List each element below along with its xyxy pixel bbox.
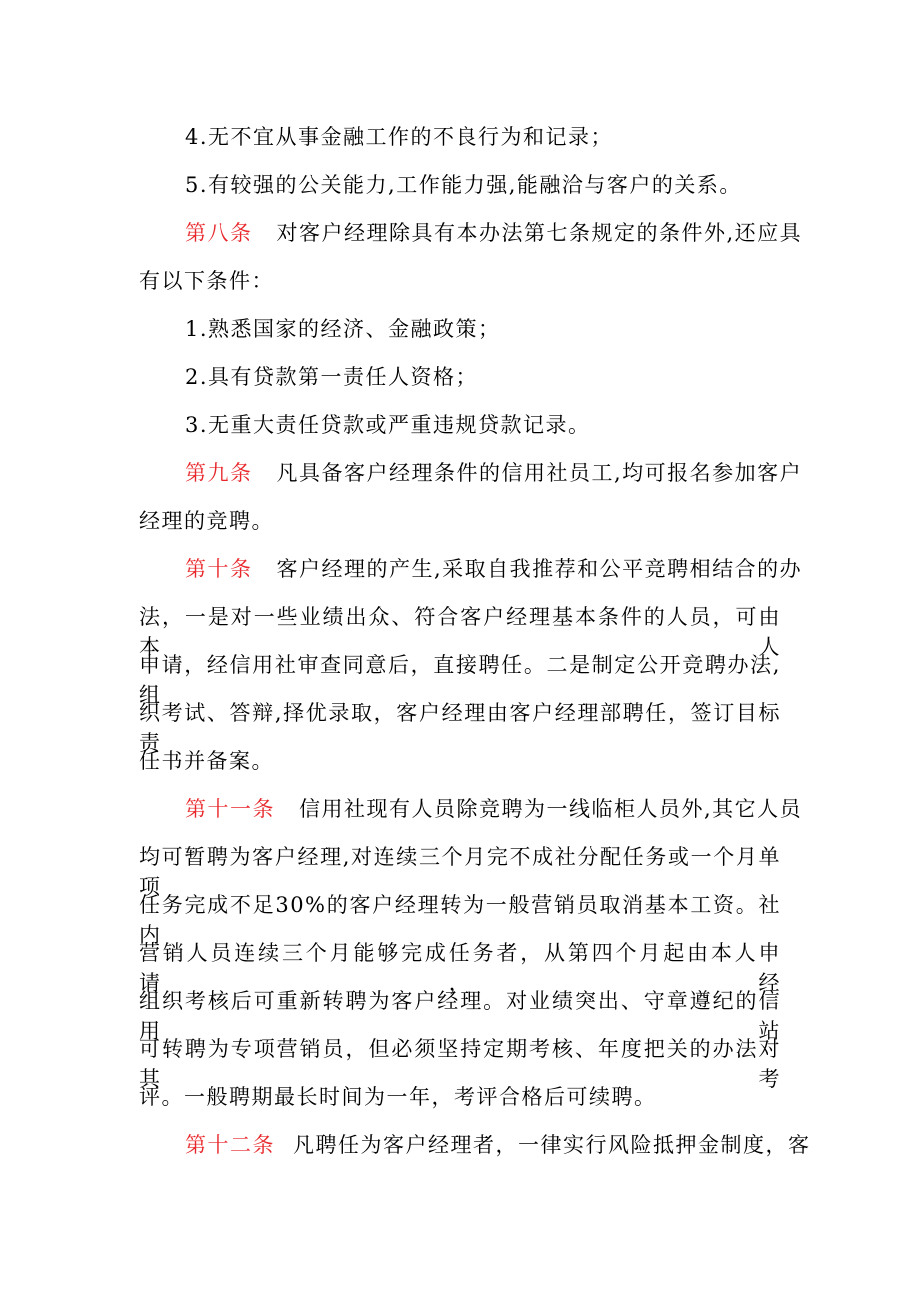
article-12-heading: 第十二条 <box>185 1133 275 1157</box>
article-8-item-2: 2.具有贷款第一责任人资格； <box>185 365 479 389</box>
article-8-first-line <box>185 218 802 248</box>
article-11-line-5: 组织考核后可重新转聘为客户经理。对业绩突出、守章遵纪的信用站 <box>139 989 781 1043</box>
article-10-heading: 第十条 <box>185 557 253 581</box>
article-10-line-5: 任书并备案。 <box>139 749 274 773</box>
article-8-item-1: 1.熟悉国家的经济、金融政策； <box>185 317 501 341</box>
article-8-item-3: 3.无重大责任贷款或严重违规贷款记录。 <box>185 413 591 437</box>
article-12-first-line <box>185 1130 811 1160</box>
article-10-text: 客户经理的产生,采取自我推荐和公平竞聘相结合的办 <box>276 557 803 581</box>
article-11-line-2: 均可暂聘为客户经理,对连续三个月完不成社分配任务或一个月单项 <box>139 845 781 899</box>
article-9-heading: 第九条 <box>185 461 253 485</box>
article-9-text: 凡具备客户经理条件的信用社员工,均可报名参加客户 <box>276 461 803 485</box>
article-11-first-line <box>185 794 802 824</box>
article-8-text: 对客户经理除具有本办法第七条规定的条件外,还应具 <box>276 221 803 245</box>
article-11-line-7: 评。一般聘期最长时间为一年，考评合格后可续聘。 <box>139 1085 657 1109</box>
article-10-line-3: 申请，经信用社审查同意后，直接聘任。二是制定公开竞聘办法,组 <box>139 653 781 707</box>
article-11-line-4: 营销人员连续三个月能够完成任务者，从第四个月起由本人申请，经 <box>139 941 781 995</box>
article-10-line-2: 法，一是对一些业绩出众、符合客户经理基本条件的人员，可由本人 <box>139 605 781 659</box>
article-11-line-6: 可转聘为专项营销员，但必须坚持定期考核、年度把关的办法对其考 <box>139 1037 781 1091</box>
article-9-first-line <box>185 458 802 488</box>
list-item-4: 4.无不宜从事金融工作的不良行为和记录； <box>185 125 614 149</box>
article-10-line-4: 织考试、答辩,择优录取，客户经理由客户经理部聘任，签订目标责 <box>139 701 781 755</box>
article-9-line-2: 经理的竞聘。 <box>139 509 274 533</box>
article-11-line-3: 任务完成不足30%的客户经理转为一般营销员取消基本工资。社内 <box>139 893 781 947</box>
article-8-line-2: 有以下条件： <box>139 269 274 293</box>
article-10-first-line <box>185 554 802 584</box>
article-11-heading: 第十一条 <box>185 797 275 821</box>
list-item-5: 5.有较强的公关能力,工作能力强,能融洽与客户的关系。 <box>185 173 742 197</box>
article-8-heading: 第八条 <box>185 221 253 245</box>
article-11-text: 信用社现有人员除竞聘为一线临柜人员外,其它人员 <box>299 797 803 821</box>
article-12-text: 凡聘任为客户经理者，一律实行风险抵押金制度，客 <box>293 1133 811 1157</box>
